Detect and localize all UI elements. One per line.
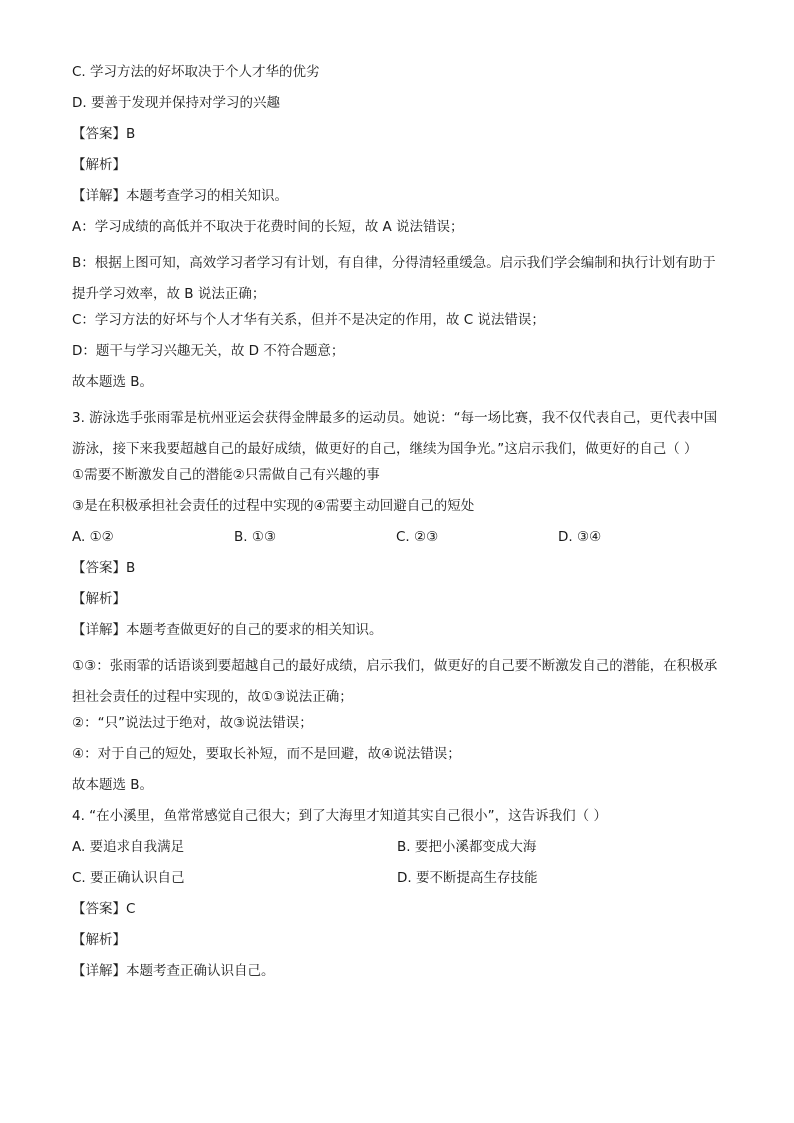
q3-detail: 【详解】本题考查做更好的自己的要求的相关知识。 [72, 622, 383, 638]
q3-exp-4: ④：对于自己的短处，要取长补短，而不是回避，故④说法错误； [72, 746, 461, 762]
exam-page [72, 62, 722, 992]
q4-options-row-2 [72, 868, 722, 899]
q2-exp-d: D：题干与学习兴趣无关，故 D 不符合题意； [72, 343, 345, 359]
q3-conclusion: 故本题选 B。 [72, 777, 154, 793]
q3-options [72, 527, 722, 558]
q4-option-a: A. 要追求自我满足 [72, 839, 185, 855]
q2-exp-b: B：根据上图可知，高效学习者学习有计划，有自律，分得清轻重缓急。启示我们学会编制和执行计划有助于提升学习效率，故 B 说法正确； [72, 255, 716, 302]
q3-answer: 【答案】B [72, 560, 136, 576]
q3-analysis-label: 【解析】 [72, 591, 126, 607]
q4-option-b: B. 要把小溪都变成大海 [397, 839, 537, 855]
q3-option-c: C. ②③ [396, 529, 439, 545]
q2-answer: 【答案】B [72, 126, 136, 142]
q2-detail: 【详解】本题考查学习的相关知识。 [72, 188, 288, 204]
q3-option-a: A. ①② [72, 529, 114, 545]
q4-analysis-label: 【解析】 [72, 932, 126, 948]
q3-exp-13: ①③：张雨霏的话语谈到要超越自己的最好成绩，启示我们，做更好的自己要不断激发自己的潜能，在积极承担社会责任的过程中实现的，故①③说法正确； [72, 658, 718, 705]
q3-option-b: B. ①③ [234, 529, 277, 545]
q2-analysis-label: 【解析】 [72, 157, 126, 173]
q3-items-1-2: ①需要不断激发自己的潜能②只需做自己有兴趣的事 [72, 467, 380, 483]
q4-answer: 【答案】C [72, 901, 136, 917]
q2-conclusion: 故本题选 B。 [72, 374, 154, 390]
q3-stem: 3. 游泳选手张雨霏是杭州亚运会获得金牌最多的运动员。她说：“每一场比赛，我不仅代表自己，更代表中国游泳，接下来我要超越自己的最好成绩，做更好的自己，继续为国争光。”这启示我们，做更好的自己（ ） [72, 410, 718, 457]
q4-options-row-1 [72, 837, 722, 868]
q2-option-c: C. 学习方法的好坏取决于个人才华的优劣 [72, 64, 320, 80]
q4-option-d: D. 要不断提高生存技能 [397, 870, 538, 886]
q4-detail: 【详解】本题考查正确认识自己。 [72, 963, 275, 979]
q3-exp-2: ②：“只”说法过于绝对，故③说法错误； [72, 715, 313, 731]
q3-items-3-4: ③是在积极承担社会责任的过程中实现的④需要主动回避自己的短处 [72, 498, 475, 514]
q2-exp-c: C：学习方法的好坏与个人才华有关系，但并不是决定的作用，故 C 说法错误； [72, 312, 545, 328]
q4-stem: 4. “在小溪里，鱼常常感觉自己很大；到了大海里才知道其实自己很小”，这告诉我们（ ） [72, 808, 607, 824]
q4-option-c: C. 要正确认识自己 [72, 870, 185, 886]
q2-option-d: D. 要善于发现并保持对学习的兴趣 [72, 95, 280, 111]
q3-option-d: D. ③④ [558, 529, 602, 545]
q2-exp-a: A：学习成绩的高低并不取决于花费时间的长短，故 A 说法错误； [72, 219, 464, 235]
